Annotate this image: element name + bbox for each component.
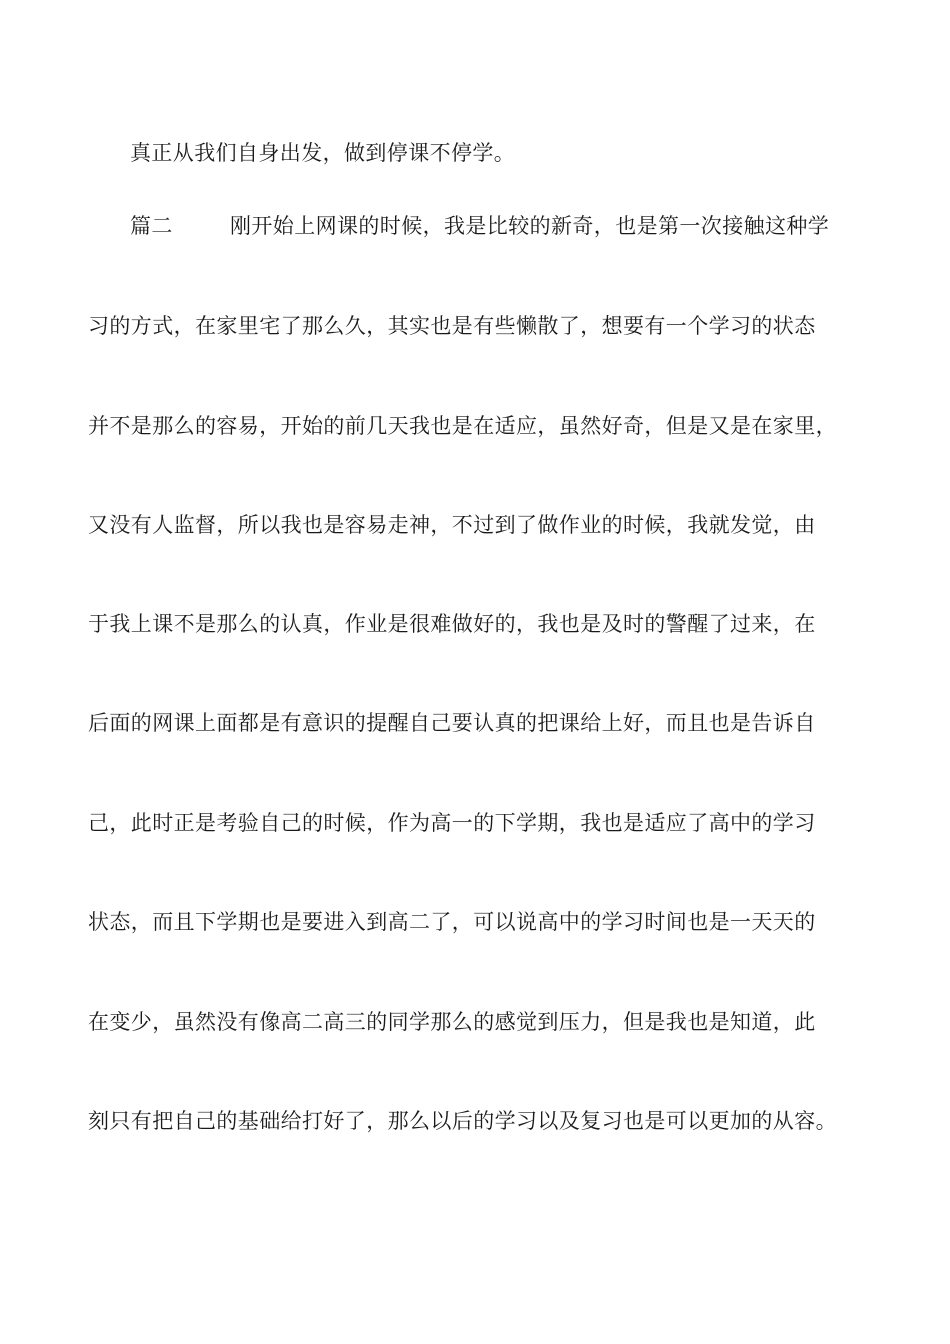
paragraph-line: 己，此时正是考验自己的时候，作为高一的下学期，我也是适应了高中的学习	[88, 811, 816, 835]
paragraph-line: 后面的网课上面都是有意识的提醒自己要认真的把课给上好，而且也是告诉自	[88, 711, 816, 735]
paragraph-line: 状态，而且下学期也是要进入到高二了，可以说高中的学习时间也是一天天的	[88, 910, 816, 934]
paragraph-line: 在变少，虽然没有像高二高三的同学那么的感觉到压力，但是我也是知道，此	[88, 1010, 816, 1034]
section-label: 篇二	[130, 214, 173, 238]
paragraph-line: 刻只有把自己的基础给打好了，那么以后的学习以及复习也是可以更加的从容。	[88, 1109, 837, 1133]
paragraph-line: 于我上课不是那么的认真，作业是很难做好的，我也是及时的警醒了过来，在	[88, 612, 816, 636]
paragraph-line: 真正从我们自身出发，做到停课不停学。	[130, 141, 516, 165]
paragraph-line: 并不是那么的容易，开始的前几天我也是在适应，虽然好奇，但是又是在家里，	[88, 414, 837, 438]
paragraph-line: 习的方式，在家里宅了那么久，其实也是有些懒散了，想要有一个学习的状态	[88, 314, 816, 338]
section-heading-line	[130, 211, 910, 241]
paragraph-line: 又没有人监督，所以我也是容易走神，不过到了做作业的时候，我就发觉，由	[88, 513, 816, 537]
paragraph-line: 刚开始上网课的时候，我是比较的新奇，也是第一次接触这种学	[230, 214, 830, 238]
